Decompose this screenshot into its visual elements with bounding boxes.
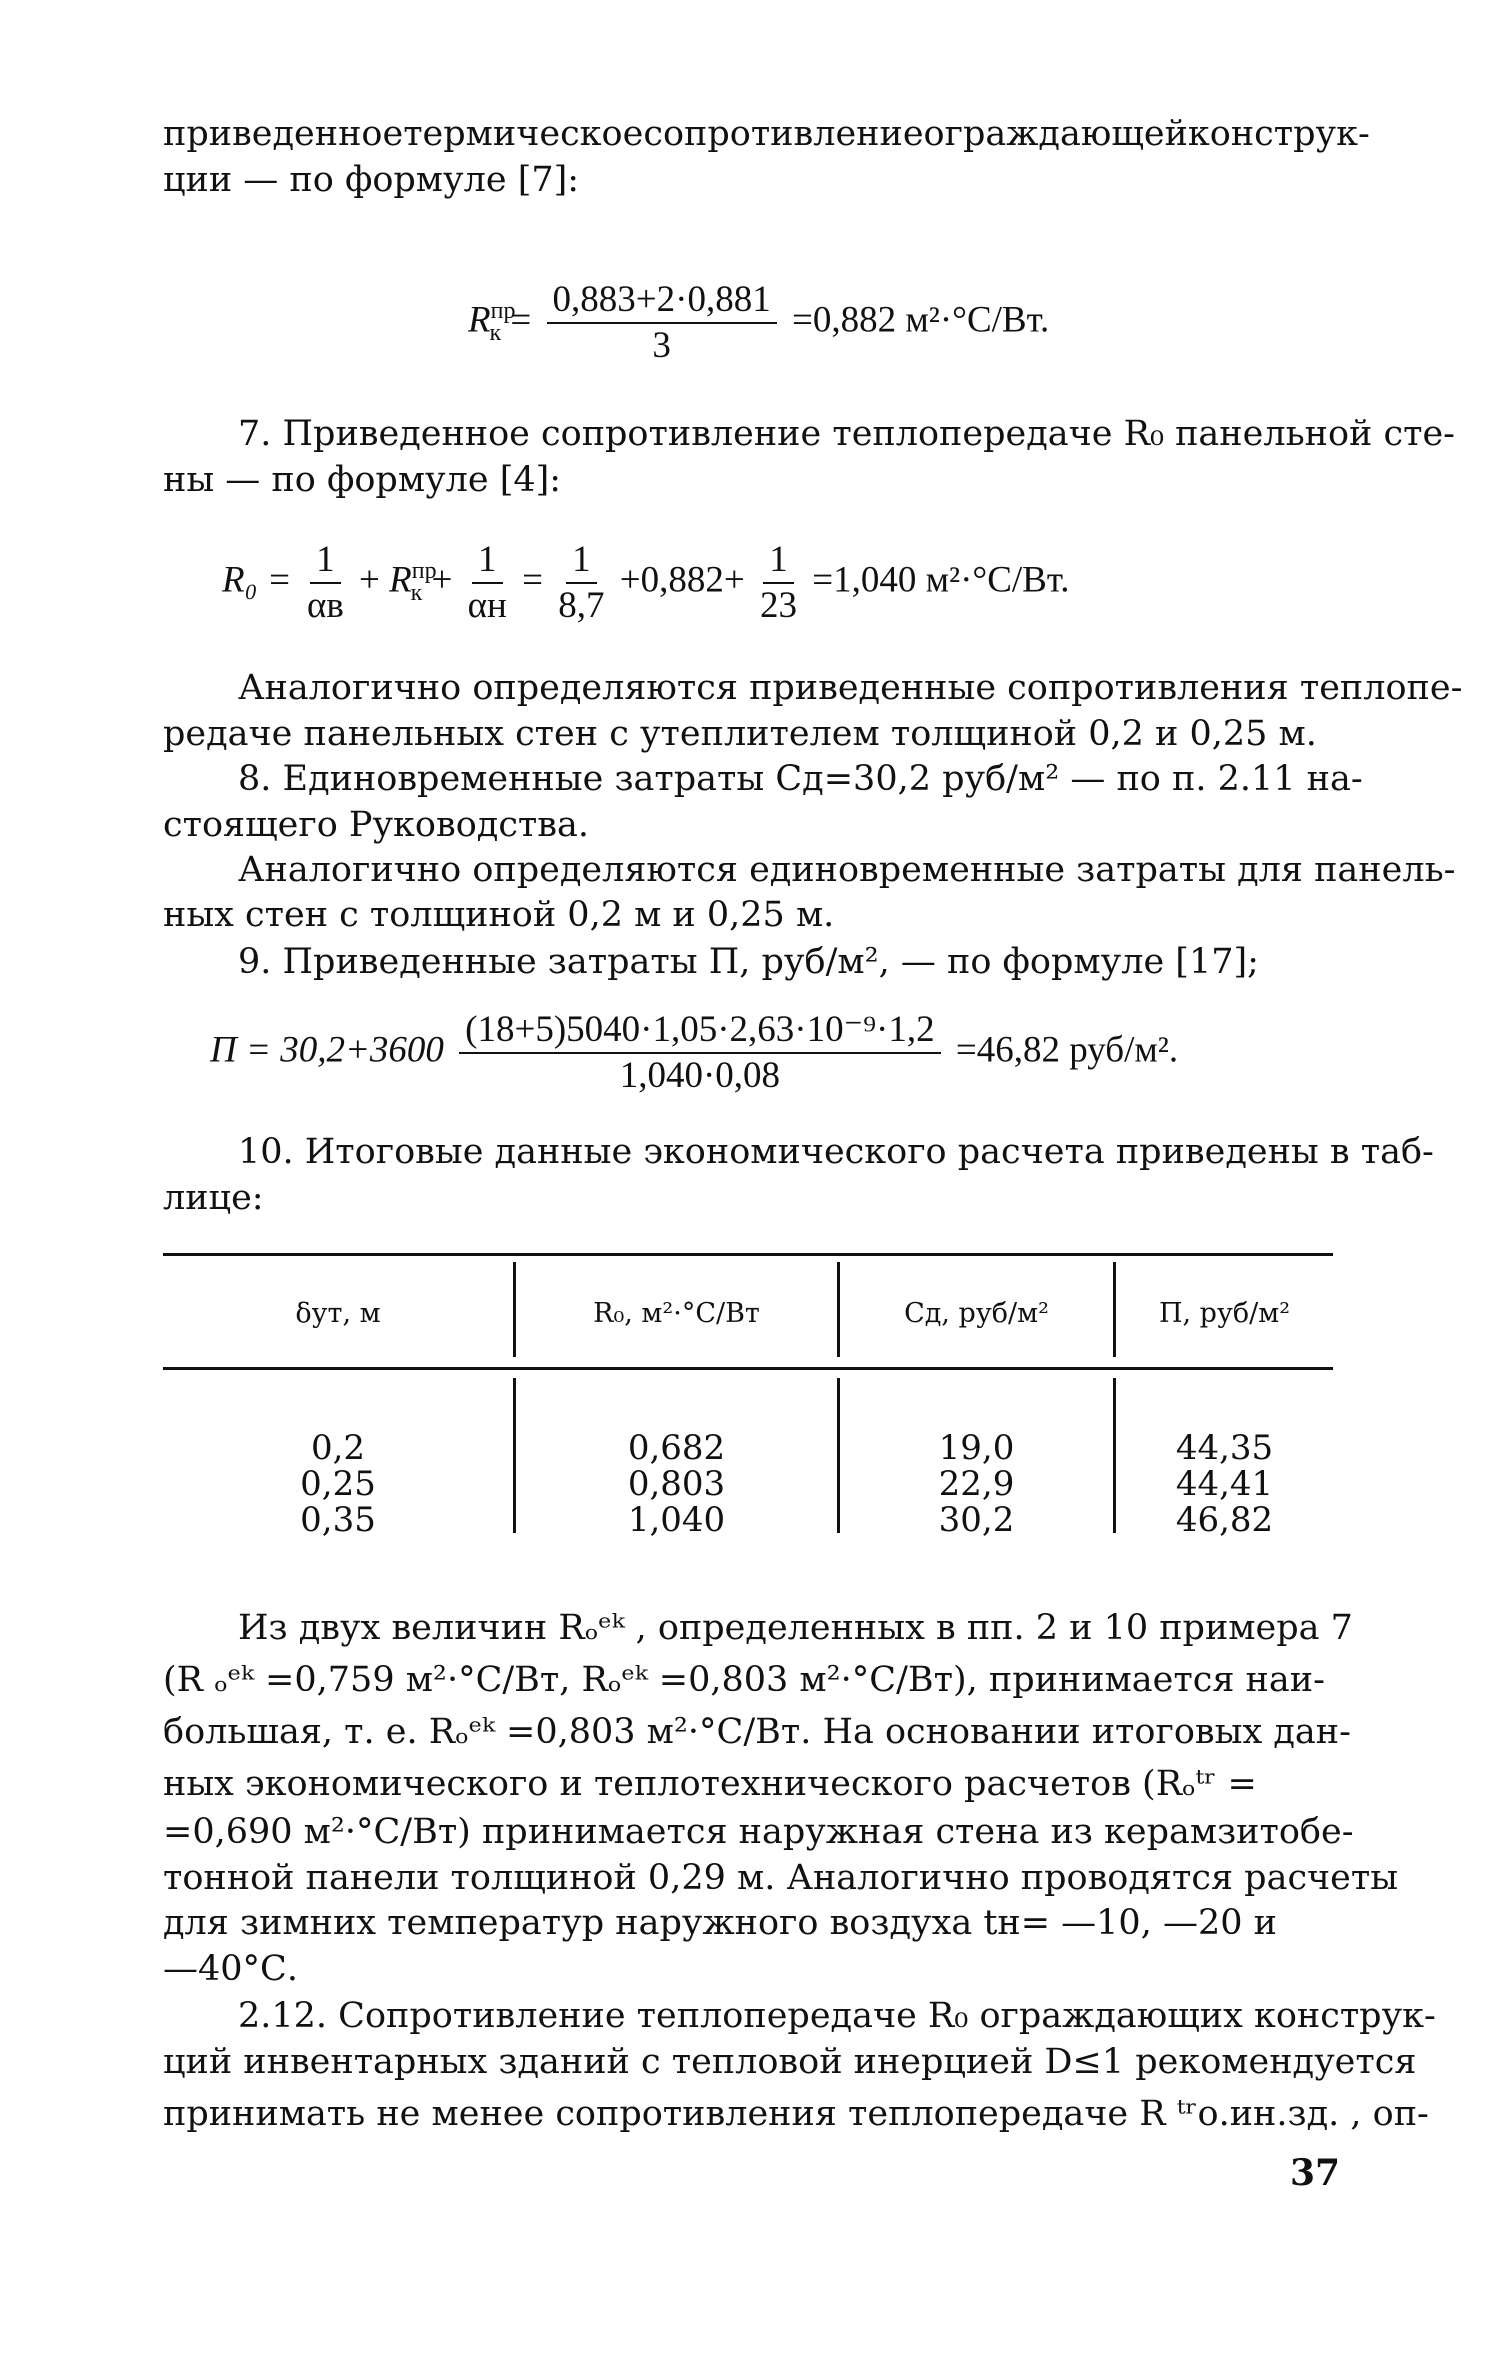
text-line: стоящего Руководства. (163, 805, 589, 845)
table-cell: 0,803 (627, 1464, 726, 1504)
plus: + (431, 559, 453, 601)
numerator: 0,883+2·0,881 (547, 280, 777, 324)
symbol-r0: R₀ = (222, 559, 292, 601)
formula-result: =0,882 м²·°С/Вт. (791, 299, 1050, 341)
denominator: 3 (652, 325, 671, 366)
fraction (558, 540, 604, 626)
table-top-rule (163, 1253, 1333, 1256)
table-cell: 1,040 (627, 1500, 726, 1540)
text-line: 8. Единовременные затраты Cд=30,2 руб/м² — по п. 2.11 на- (238, 759, 1363, 799)
fraction (760, 540, 797, 626)
text-line: принимать не менее сопротивления теплопередаче R ᵗʳо.ин.зд. , оп- (163, 2094, 1429, 2134)
text-line: Аналогично определяются единовременные затраты для панель- (238, 850, 1456, 890)
text-line: редаче панельных стен с утеплителем толщиной 0,2 и 0,25 м. (163, 714, 1317, 754)
formula-result: =46,82 руб/м². (955, 1029, 1179, 1071)
denominator: 23 (759, 585, 797, 626)
denominator: 8,7 (558, 585, 605, 626)
table-cell: 46,82 (1175, 1500, 1274, 1540)
page-number: 37 (1290, 2152, 1341, 2194)
table-cell: 22,9 (938, 1464, 1015, 1504)
text-line: —40°С. (163, 1949, 298, 1989)
fraction (547, 280, 777, 366)
sup-pr: пр (490, 298, 516, 325)
table-cell: 0,35 (300, 1500, 376, 1540)
column-header-thickness: δут, м (295, 1298, 381, 1329)
formula-p (210, 1010, 1178, 1096)
text-line: ных экономического и теплотехнического расчетов (Rₒᵗʳ = (163, 1764, 1257, 1804)
table-cell: 19,0 (938, 1428, 1015, 1468)
text-line: (R ₒᵉᵏ =0,759 м²·°С/Вт, Rₒᵉᵏ =0,803 м²·°С/Вт), принимается наи- (163, 1660, 1325, 1700)
table-cell: 44,35 (1175, 1428, 1274, 1468)
fraction (468, 540, 507, 626)
sup-pr: пр (411, 558, 437, 585)
word: конструк- (1187, 114, 1370, 154)
denominator: αв (306, 585, 344, 626)
numerator: (18+5)5040·1,05·2,63·10⁻⁹·1,2 (459, 1010, 940, 1054)
table-cell: 0,2 (310, 1428, 366, 1468)
table-cell: 0,25 (300, 1464, 376, 1504)
fraction (307, 540, 344, 626)
table-header-rule (163, 1367, 1333, 1370)
numerator: 1 (310, 540, 341, 584)
denominator: αн (467, 585, 507, 626)
text-line: 10. Итоговые данные экономического расчета приведены в таб- (238, 1132, 1434, 1172)
numerator: 1 (472, 540, 503, 584)
table-cell: 0,682 (627, 1428, 726, 1468)
text-line: большая, т. е. Rₒᵉᵏ =0,803 м²·°С/Вт. На основании итоговых дан- (163, 1712, 1351, 1752)
column-header-resistance: R₀, м²·°С/Вт (593, 1298, 760, 1329)
text-line (163, 112, 1370, 156)
denominator: 1,040·0,08 (619, 1055, 781, 1096)
sub-k: к (489, 319, 502, 346)
formula-result: =1,040 м²·°С/Вт. (812, 559, 1070, 601)
formula-r-pr (468, 280, 1049, 366)
word: сопротивление (643, 114, 924, 154)
formula-middle: +0,882+ (619, 559, 745, 601)
column-header-reduced-cost: П, руб/м² (1158, 1298, 1291, 1329)
word: термическое (403, 114, 644, 154)
formula-r0 (222, 540, 1069, 626)
text-line: ции — по формуле [7]: (163, 160, 580, 200)
equals: = (522, 559, 543, 601)
text-line: ных стен с толщиной 0,2 м и 0,25 м. (163, 895, 835, 935)
formula-lhs: П = 30,2+3600 (210, 1029, 444, 1071)
text-line: =0,690 м²·°С/Вт) принимается наружная стена из керамзитобе- (163, 1812, 1354, 1852)
numerator: 1 (763, 540, 794, 584)
text-line: Из двух величин Rₒᵉᵏ , определенных в пп. 2 и 10 примера 7 (238, 1608, 1353, 1648)
text-line: Аналогично определяются приведенные сопротивления теплопе- (238, 668, 1463, 708)
fraction (459, 1010, 940, 1096)
text-line: ций инвентарных зданий с тепловой инерцией D≤1 рекомендуется (163, 2042, 1417, 2082)
table-cell: 30,2 (938, 1500, 1015, 1540)
numerator: 1 (566, 540, 597, 584)
text-line: 7. Приведенное сопротивление теплопередаче R₀ панельной сте- (238, 414, 1455, 454)
text-line: для зимних температур наружного воздуха tн= —10, —20 и (163, 1903, 1277, 1943)
symbol-r: R (389, 559, 412, 601)
table-cell: 44,41 (1175, 1464, 1274, 1504)
plus: + (359, 559, 380, 601)
equals: = (510, 299, 541, 341)
text-line: тонной панели толщиной 0,29 м. Аналогично проводятся расчеты (163, 1858, 1399, 1898)
text-line: 2.12. Сопротивление теплопередаче R₀ ограждающих конструк- (238, 1996, 1436, 2036)
word: ограждающей (923, 114, 1188, 154)
sub-k: к (410, 579, 423, 606)
symbol-r: R (468, 299, 491, 341)
word: приведенное (163, 114, 404, 154)
text-line: 9. Приведенные затраты П, руб/м², — по формуле [17]; (238, 942, 1259, 982)
column-header-one-time-cost: Cд, руб/м² (904, 1298, 1049, 1329)
text-line: лице: (163, 1178, 264, 1218)
text-line: ны — по формуле [4]: (163, 460, 562, 500)
